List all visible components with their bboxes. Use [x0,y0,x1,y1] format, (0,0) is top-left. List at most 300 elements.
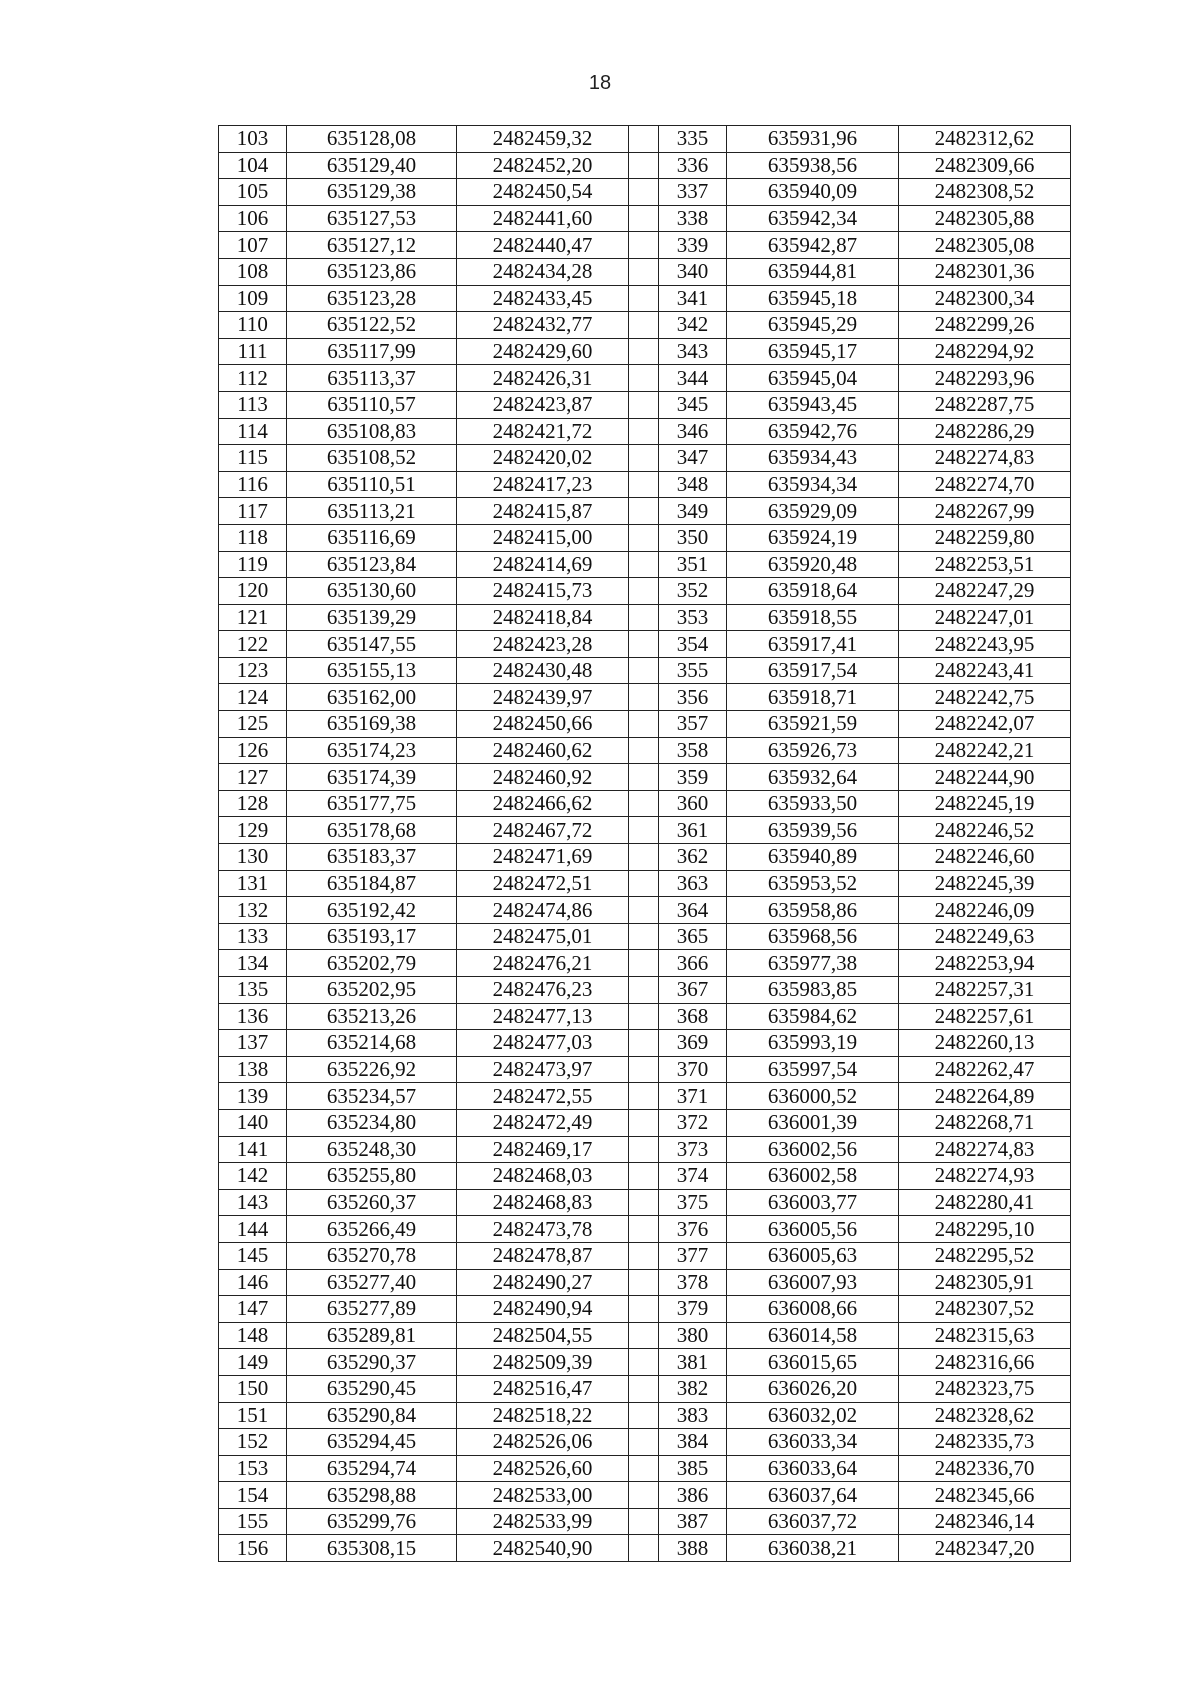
point-number-right: 376 [659,1216,727,1243]
y-coordinate-right: 2482293,96 [899,365,1071,392]
x-coordinate-left: 635298,88 [287,1482,457,1509]
y-coordinate-left: 2482474,86 [457,897,629,924]
column-separator [629,1216,659,1243]
x-coordinate-right: 636015,65 [727,1349,899,1376]
x-coordinate-left: 635226,92 [287,1056,457,1083]
x-coordinate-left: 635127,53 [287,205,457,232]
x-coordinate-left: 635214,68 [287,1030,457,1057]
table-row [219,232,1071,259]
point-number-right: 345 [659,391,727,418]
point-number-left: 151 [219,1402,287,1429]
x-coordinate-left: 635290,45 [287,1375,457,1402]
x-coordinate-right: 635940,09 [727,179,899,206]
y-coordinate-left: 2482468,03 [457,1163,629,1190]
x-coordinate-right: 635926,73 [727,737,899,764]
x-coordinate-right: 636033,34 [727,1429,899,1456]
column-separator [629,445,659,472]
y-coordinate-right: 2482264,89 [899,1083,1071,1110]
table-row [219,1482,1071,1509]
x-coordinate-right: 635953,52 [727,870,899,897]
table-row [219,737,1071,764]
point-number-right: 337 [659,179,727,206]
column-separator [629,923,659,950]
table-row [219,471,1071,498]
y-coordinate-left: 2482440,47 [457,232,629,259]
point-number-right: 344 [659,365,727,392]
x-coordinate-right: 635944,81 [727,258,899,285]
point-number-left: 129 [219,817,287,844]
table-row [219,950,1071,977]
x-coordinate-right: 635938,56 [727,152,899,179]
point-number-left: 133 [219,923,287,950]
x-coordinate-left: 635290,84 [287,1402,457,1429]
table-row [219,1056,1071,1083]
x-coordinate-left: 635184,87 [287,870,457,897]
column-separator [629,684,659,711]
column-separator [629,205,659,232]
point-number-left: 132 [219,897,287,924]
y-coordinate-left: 2482526,60 [457,1455,629,1482]
y-coordinate-right: 2482316,66 [899,1349,1071,1376]
y-coordinate-right: 2482309,66 [899,152,1071,179]
x-coordinate-right: 635984,62 [727,1003,899,1030]
x-coordinate-left: 635162,00 [287,684,457,711]
y-coordinate-left: 2482420,02 [457,445,629,472]
x-coordinate-right: 635934,34 [727,471,899,498]
point-number-right: 364 [659,897,727,924]
y-coordinate-left: 2482476,21 [457,950,629,977]
table-row [219,205,1071,232]
point-number-right: 340 [659,258,727,285]
column-separator [629,578,659,605]
y-coordinate-right: 2482245,19 [899,790,1071,817]
y-coordinate-right: 2482259,80 [899,524,1071,551]
y-coordinate-right: 2482347,20 [899,1535,1071,1562]
point-number-left: 153 [219,1455,287,1482]
y-coordinate-right: 2482257,31 [899,977,1071,1004]
table-row [219,312,1071,339]
x-coordinate-right: 636033,64 [727,1455,899,1482]
x-coordinate-left: 635113,21 [287,498,457,525]
point-number-left: 135 [219,977,287,1004]
y-coordinate-right: 2482274,93 [899,1163,1071,1190]
column-separator [629,524,659,551]
y-coordinate-left: 2482477,03 [457,1030,629,1057]
table-row [219,977,1071,1004]
point-number-left: 138 [219,1056,287,1083]
table-row [219,1269,1071,1296]
x-coordinate-left: 635248,30 [287,1136,457,1163]
point-number-left: 122 [219,631,287,658]
point-number-left: 115 [219,445,287,472]
y-coordinate-left: 2482540,90 [457,1535,629,1562]
x-coordinate-left: 635169,38 [287,711,457,738]
table-row [219,1242,1071,1269]
column-separator [629,1296,659,1323]
x-coordinate-left: 635277,40 [287,1269,457,1296]
point-number-left: 148 [219,1322,287,1349]
point-number-left: 110 [219,312,287,339]
table-row [219,1003,1071,1030]
x-coordinate-left: 635174,23 [287,737,457,764]
point-number-left: 112 [219,365,287,392]
point-number-left: 104 [219,152,287,179]
y-coordinate-left: 2482433,45 [457,285,629,312]
point-number-left: 140 [219,1109,287,1136]
table-row [219,1163,1071,1190]
column-separator [629,897,659,924]
x-coordinate-left: 635308,15 [287,1535,457,1562]
column-separator [629,471,659,498]
y-coordinate-right: 2482247,29 [899,578,1071,605]
coordinates-table-body [219,126,1071,1562]
point-number-right: 358 [659,737,727,764]
table-row [219,445,1071,472]
point-number-right: 353 [659,604,727,631]
column-separator [629,1482,659,1509]
y-coordinate-left: 2482468,83 [457,1189,629,1216]
column-separator [629,870,659,897]
point-number-left: 155 [219,1508,287,1535]
x-coordinate-right: 636014,58 [727,1322,899,1349]
y-coordinate-right: 2482295,10 [899,1216,1071,1243]
point-number-left: 121 [219,604,287,631]
y-coordinate-right: 2482253,94 [899,950,1071,977]
column-separator [629,1163,659,1190]
column-separator [629,844,659,871]
table-row [219,1455,1071,1482]
column-separator [629,817,659,844]
table-row [219,1349,1071,1376]
point-number-left: 130 [219,844,287,871]
x-coordinate-right: 635942,76 [727,418,899,445]
y-coordinate-right: 2482307,52 [899,1296,1071,1323]
table-row [219,418,1071,445]
x-coordinate-right: 635918,55 [727,604,899,631]
column-separator [629,1269,659,1296]
y-coordinate-right: 2482300,34 [899,285,1071,312]
x-coordinate-left: 635193,17 [287,923,457,950]
column-separator [629,790,659,817]
y-coordinate-left: 2482478,87 [457,1242,629,1269]
y-coordinate-left: 2482415,87 [457,498,629,525]
y-coordinate-left: 2482476,23 [457,977,629,1004]
column-separator [629,1535,659,1562]
point-number-right: 368 [659,1003,727,1030]
y-coordinate-left: 2482414,69 [457,551,629,578]
y-coordinate-right: 2482305,88 [899,205,1071,232]
y-coordinate-right: 2482286,29 [899,418,1071,445]
point-number-right: 360 [659,790,727,817]
point-number-left: 147 [219,1296,287,1323]
point-number-right: 383 [659,1402,727,1429]
y-coordinate-right: 2482323,75 [899,1375,1071,1402]
x-coordinate-left: 635123,84 [287,551,457,578]
y-coordinate-right: 2482315,63 [899,1322,1071,1349]
column-separator [629,1455,659,1482]
table-row [219,126,1071,153]
y-coordinate-right: 2482299,26 [899,312,1071,339]
point-number-right: 381 [659,1349,727,1376]
point-number-left: 114 [219,418,287,445]
x-coordinate-right: 635977,38 [727,950,899,977]
column-separator [629,977,659,1004]
y-coordinate-left: 2482504,55 [457,1322,629,1349]
column-separator [629,1242,659,1269]
y-coordinate-right: 2482244,90 [899,764,1071,791]
point-number-left: 108 [219,258,287,285]
table-row [219,1083,1071,1110]
x-coordinate-left: 635122,52 [287,312,457,339]
column-separator [629,338,659,365]
x-coordinate-right: 636026,20 [727,1375,899,1402]
table-row [219,684,1071,711]
y-coordinate-right: 2482249,63 [899,923,1071,950]
point-number-left: 117 [219,498,287,525]
table-row [219,1375,1071,1402]
y-coordinate-left: 2482533,99 [457,1508,629,1535]
y-coordinate-right: 2482274,83 [899,445,1071,472]
x-coordinate-right: 636002,58 [727,1163,899,1190]
point-number-left: 111 [219,338,287,365]
point-number-left: 125 [219,711,287,738]
y-coordinate-right: 2482328,62 [899,1402,1071,1429]
y-coordinate-left: 2482472,51 [457,870,629,897]
y-coordinate-left: 2482473,97 [457,1056,629,1083]
point-number-right: 369 [659,1030,727,1057]
x-coordinate-right: 636005,56 [727,1216,899,1243]
point-number-left: 137 [219,1030,287,1057]
y-coordinate-right: 2482301,36 [899,258,1071,285]
x-coordinate-right: 635943,45 [727,391,899,418]
y-coordinate-left: 2482467,72 [457,817,629,844]
x-coordinate-right: 635993,19 [727,1030,899,1057]
x-coordinate-left: 635108,83 [287,418,457,445]
point-number-right: 385 [659,1455,727,1482]
y-coordinate-left: 2482475,01 [457,923,629,950]
point-number-right: 382 [659,1375,727,1402]
table-row [219,179,1071,206]
point-number-right: 354 [659,631,727,658]
table-row [219,790,1071,817]
y-coordinate-right: 2482245,39 [899,870,1071,897]
point-number-left: 103 [219,126,287,153]
point-number-right: 347 [659,445,727,472]
point-number-left: 152 [219,1429,287,1456]
y-coordinate-left: 2482423,87 [457,391,629,418]
column-separator [629,764,659,791]
x-coordinate-left: 635108,52 [287,445,457,472]
point-number-right: 357 [659,711,727,738]
y-coordinate-left: 2482418,84 [457,604,629,631]
point-number-left: 113 [219,391,287,418]
y-coordinate-left: 2482421,72 [457,418,629,445]
point-number-right: 352 [659,578,727,605]
y-coordinate-left: 2482430,48 [457,657,629,684]
y-coordinate-right: 2482305,91 [899,1269,1071,1296]
point-number-right: 387 [659,1508,727,1535]
table-row [219,578,1071,605]
point-number-left: 154 [219,1482,287,1509]
table-row [219,897,1071,924]
point-number-right: 336 [659,152,727,179]
y-coordinate-left: 2482415,73 [457,578,629,605]
x-coordinate-left: 635234,57 [287,1083,457,1110]
x-coordinate-left: 635290,37 [287,1349,457,1376]
column-separator [629,365,659,392]
y-coordinate-left: 2482459,32 [457,126,629,153]
point-number-right: 359 [659,764,727,791]
table-row [219,1109,1071,1136]
x-coordinate-right: 635945,04 [727,365,899,392]
column-separator [629,418,659,445]
y-coordinate-left: 2482452,20 [457,152,629,179]
table-row [219,1030,1071,1057]
x-coordinate-left: 635110,51 [287,471,457,498]
column-separator [629,285,659,312]
y-coordinate-right: 2482294,92 [899,338,1071,365]
point-number-left: 116 [219,471,287,498]
column-separator [629,1189,659,1216]
table-row [219,258,1071,285]
x-coordinate-left: 635127,12 [287,232,457,259]
x-coordinate-right: 636005,63 [727,1242,899,1269]
y-coordinate-left: 2482490,94 [457,1296,629,1323]
x-coordinate-left: 635117,99 [287,338,457,365]
x-coordinate-right: 635942,87 [727,232,899,259]
x-coordinate-right: 636002,56 [727,1136,899,1163]
column-separator [629,1322,659,1349]
y-coordinate-right: 2482246,52 [899,817,1071,844]
point-number-right: 384 [659,1429,727,1456]
x-coordinate-right: 636038,21 [727,1535,899,1562]
column-separator [629,737,659,764]
y-coordinate-right: 2482243,41 [899,657,1071,684]
y-coordinate-left: 2482429,60 [457,338,629,365]
y-coordinate-right: 2482243,95 [899,631,1071,658]
y-coordinate-right: 2482260,13 [899,1030,1071,1057]
table-row [219,844,1071,871]
x-coordinate-left: 635294,45 [287,1429,457,1456]
point-number-left: 106 [219,205,287,232]
x-coordinate-left: 635128,08 [287,126,457,153]
y-coordinate-left: 2482473,78 [457,1216,629,1243]
table-row [219,1216,1071,1243]
point-number-right: 356 [659,684,727,711]
table-row [219,657,1071,684]
x-coordinate-left: 635192,42 [287,897,457,924]
x-coordinate-right: 635918,71 [727,684,899,711]
point-number-left: 146 [219,1269,287,1296]
y-coordinate-left: 2482460,62 [457,737,629,764]
table-row [219,711,1071,738]
x-coordinate-right: 635924,19 [727,524,899,551]
point-number-left: 107 [219,232,287,259]
table-row [219,604,1071,631]
column-separator [629,1136,659,1163]
point-number-right: 348 [659,471,727,498]
x-coordinate-left: 635123,86 [287,258,457,285]
point-number-left: 136 [219,1003,287,1030]
column-separator [629,631,659,658]
point-number-left: 145 [219,1242,287,1269]
point-number-right: 366 [659,950,727,977]
table-row [219,524,1071,551]
x-coordinate-right: 635945,29 [727,312,899,339]
y-coordinate-right: 2482253,51 [899,551,1071,578]
x-coordinate-left: 635129,40 [287,152,457,179]
point-number-right: 339 [659,232,727,259]
table-row [219,338,1071,365]
y-coordinate-left: 2482450,66 [457,711,629,738]
point-number-left: 134 [219,950,287,977]
x-coordinate-left: 635110,57 [287,391,457,418]
y-coordinate-right: 2482268,71 [899,1109,1071,1136]
point-number-left: 127 [219,764,287,791]
x-coordinate-left: 635294,74 [287,1455,457,1482]
y-coordinate-right: 2482246,60 [899,844,1071,871]
table-row [219,923,1071,950]
y-coordinate-right: 2482295,52 [899,1242,1071,1269]
x-coordinate-left: 635270,78 [287,1242,457,1269]
y-coordinate-right: 2482346,14 [899,1508,1071,1535]
point-number-left: 119 [219,551,287,578]
x-coordinate-right: 635942,34 [727,205,899,232]
y-coordinate-left: 2482466,62 [457,790,629,817]
x-coordinate-right: 636037,72 [727,1508,899,1535]
y-coordinate-right: 2482280,41 [899,1189,1071,1216]
column-separator [629,179,659,206]
x-coordinate-right: 635920,48 [727,551,899,578]
point-number-left: 120 [219,578,287,605]
x-coordinate-right: 636037,64 [727,1482,899,1509]
y-coordinate-right: 2482257,61 [899,1003,1071,1030]
column-separator [629,657,659,684]
x-coordinate-right: 635918,64 [727,578,899,605]
y-coordinate-right: 2482345,66 [899,1482,1071,1509]
x-coordinate-left: 635202,95 [287,977,457,1004]
x-coordinate-right: 635934,43 [727,445,899,472]
x-coordinate-left: 635299,76 [287,1508,457,1535]
y-coordinate-left: 2482518,22 [457,1402,629,1429]
x-coordinate-left: 635255,80 [287,1163,457,1190]
y-coordinate-right: 2482274,70 [899,471,1071,498]
x-coordinate-right: 635945,17 [727,338,899,365]
y-coordinate-left: 2482441,60 [457,205,629,232]
column-separator [629,1056,659,1083]
y-coordinate-left: 2482415,00 [457,524,629,551]
x-coordinate-left: 635260,37 [287,1189,457,1216]
point-number-right: 341 [659,285,727,312]
point-number-right: 378 [659,1269,727,1296]
page-number: 18 [588,72,612,94]
point-number-right: 349 [659,498,727,525]
y-coordinate-left: 2482471,69 [457,844,629,871]
point-number-left: 143 [219,1189,287,1216]
point-number-left: 144 [219,1216,287,1243]
y-coordinate-right: 2482335,73 [899,1429,1071,1456]
x-coordinate-right: 636032,02 [727,1402,899,1429]
y-coordinate-left: 2482526,06 [457,1429,629,1456]
point-number-left: 109 [219,285,287,312]
point-number-right: 372 [659,1109,727,1136]
point-number-left: 128 [219,790,287,817]
y-coordinate-right: 2482312,62 [899,126,1071,153]
point-number-right: 377 [659,1242,727,1269]
table-row [219,551,1071,578]
table-row [219,1322,1071,1349]
column-separator [629,1349,659,1376]
